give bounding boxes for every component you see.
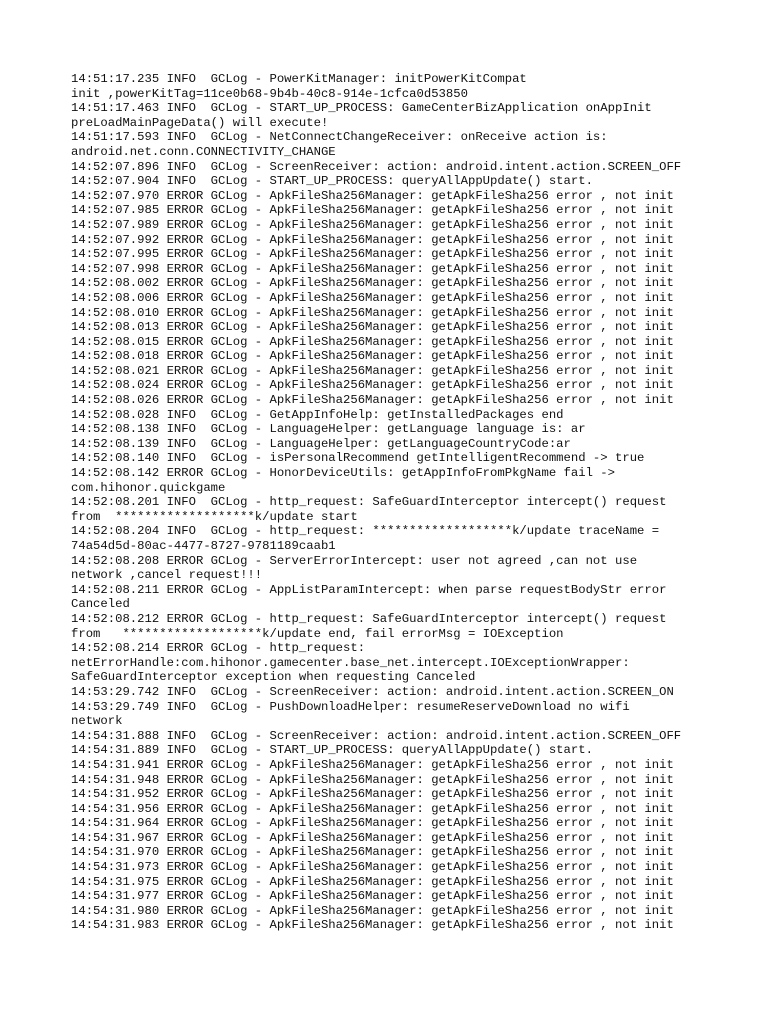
log-line: 14:54:31.983 ERROR GCLog - ApkFileSha256Manager: getApkFileSha256 error , not init [71,918,674,933]
log-line: android.net.conn.CONNECTIVITY_CHANGE [71,144,336,159]
log-line: 14:54:31.889 INFO GCLog - START_UP_PROCESS: queryAllAppUpdate() start. [71,743,593,758]
log-line: 14:54:31.970 ERROR GCLog - ApkFileSha256Manager: getApkFileSha256 error , not init [71,845,674,860]
log-line: 14:52:08.201 INFO GCLog - http_request: SafeGuardInterceptor intercept() request [71,495,667,510]
log-line: 14:52:08.028 INFO GCLog - GetAppInfoHelp: getInstalledPackages end [71,407,564,422]
log-line: 14:54:31.980 ERROR GCLog - ApkFileSha256Manager: getApkFileSha256 error , not init [71,903,674,918]
log-line: 14:52:08.015 ERROR GCLog - ApkFileSha256Manager: getApkFileSha256 error , not init [71,334,674,349]
log-line: 14:52:08.214 ERROR GCLog - http_request: [71,641,366,656]
log-line: 14:52:08.021 ERROR GCLog - ApkFileSha256Manager: getApkFileSha256 error , not init [71,363,674,378]
log-line: netErrorHandle:com.hihonor.gamecenter.base_net.intercept.IOExceptionWrapper: [71,655,630,670]
log-line: 14:52:08.204 INFO GCLog - http_request: *******************k/update traceName = [71,524,660,539]
log-line: from *******************k/update start [71,509,358,524]
log-line: 14:51:17.593 INFO GCLog - NetConnectChangeReceiver: onReceive action is: [71,130,608,145]
log-line: 14:52:08.018 ERROR GCLog - ApkFileSha256Manager: getApkFileSha256 error , not init [71,349,674,364]
log-line: init ,powerKitTag=11ce0b68-9b4b-40c8-914e-1cfca0d53850 [71,86,468,101]
log-line: 14:52:08.026 ERROR GCLog - ApkFileSha256Manager: getApkFileSha256 error , not init [71,393,674,408]
log-line: 14:51:17.463 INFO GCLog - START_UP_PROCESS: GameCenterBizApplication onAppInit [71,101,652,116]
log-line: 14:54:31.956 ERROR GCLog - ApkFileSha256Manager: getApkFileSha256 error , not init [71,801,674,816]
log-line: com.hihonor.quickgame [71,480,226,495]
log-line: 14:52:07.992 ERROR GCLog - ApkFileSha256Manager: getApkFileSha256 error , not init [71,232,674,247]
log-line: SafeGuardInterceptor exception when requesting Canceled [71,670,476,685]
log-line: 14:52:07.995 ERROR GCLog - ApkFileSha256Manager: getApkFileSha256 error , not init [71,247,674,262]
log-line: 14:52:08.010 ERROR GCLog - ApkFileSha256Manager: getApkFileSha256 error , not init [71,305,674,320]
log-line: 14:51:17.235 INFO GCLog - PowerKitManager: initPowerKitCompat [71,72,527,86]
log-document [71,72,761,933]
log-line: 14:54:31.952 ERROR GCLog - ApkFileSha256Manager: getApkFileSha256 error , not init [71,787,674,802]
log-line: from *******************k/update end, fail errorMsg = IOException [71,626,564,641]
log-line: 14:52:08.002 ERROR GCLog - ApkFileSha256Manager: getApkFileSha256 error , not init [71,276,674,291]
log-line: 14:52:07.970 ERROR GCLog - ApkFileSha256Manager: getApkFileSha256 error , not init [71,188,674,203]
log-line: network [71,714,123,729]
log-line: 14:52:08.006 ERROR GCLog - ApkFileSha256Manager: getApkFileSha256 error , not init [71,290,674,305]
log-line: 14:52:08.212 ERROR GCLog - http_request: SafeGuardInterceptor intercept() request [71,611,667,626]
log-line: 14:54:31.948 ERROR GCLog - ApkFileSha256Manager: getApkFileSha256 error , not init [71,772,674,787]
log-line: 14:54:31.975 ERROR GCLog - ApkFileSha256Manager: getApkFileSha256 error , not init [71,874,674,889]
log-line: 74a54d5d-80ac-4477-8727-9781189caab1 [71,539,336,553]
log-line: 14:53:29.742 INFO GCLog - ScreenReceiver: action: android.intent.action.SCREEN_ON [71,684,674,699]
log-line: 14:52:08.013 ERROR GCLog - ApkFileSha256Manager: getApkFileSha256 error , not init [71,320,674,335]
log-line: Canceled [71,597,130,612]
log-line: preLoadMainPageData() will execute! [71,115,329,130]
log-line: 14:52:08.142 ERROR GCLog - HonorDeviceUtils: getAppInfoFromPkgName fail -> [71,466,615,481]
log-line: 14:54:31.964 ERROR GCLog - ApkFileSha256Manager: getApkFileSha256 error , not init [71,816,674,831]
log-line: 14:54:31.973 ERROR GCLog - ApkFileSha256Manager: getApkFileSha256 error , not init [71,860,674,875]
log-line: 14:54:31.888 INFO GCLog - ScreenReceiver: action: android.intent.action.SCREEN_OFF [71,728,682,743]
log-line: 14:52:07.904 INFO GCLog - START_UP_PROCESS: queryAllAppUpdate() start. [71,174,593,189]
log-line: network ,cancel request!!! [71,568,263,583]
log-line: 14:52:08.140 INFO GCLog - isPersonalRecommend getIntelligentRecommend -> true [71,451,645,466]
log-line: 14:54:31.977 ERROR GCLog - ApkFileSha256Manager: getApkFileSha256 error , not init [71,889,674,904]
log-line: 14:52:07.985 ERROR GCLog - ApkFileSha256Manager: getApkFileSha256 error , not init [71,203,674,218]
log-line: 14:52:07.896 INFO GCLog - ScreenReceiver: action: android.intent.action.SCREEN_OFF [71,159,682,174]
log-line: 14:52:08.139 INFO GCLog - LanguageHelper: getLanguageCountryCode:ar [71,436,571,451]
log-line: 14:52:08.211 ERROR GCLog - AppListParamIntercept: when parse requestBodyStr error [71,582,667,597]
log-line: 14:52:08.208 ERROR GCLog - ServerErrorIntercept: user not agreed ,can not use [71,553,638,568]
log-line: 14:54:31.967 ERROR GCLog - ApkFileSha256Manager: getApkFileSha256 error , not init [71,830,674,845]
log-line: 14:53:29.749 INFO GCLog - PushDownloadHelper: resumeReserveDownload no wifi [71,699,630,714]
log-line: 14:52:08.024 ERROR GCLog - ApkFileSha256Manager: getApkFileSha256 error , not init [71,378,674,393]
log-line: 14:52:07.998 ERROR GCLog - ApkFileSha256Manager: getApkFileSha256 error , not init [71,261,674,276]
log-line: 14:52:08.138 INFO GCLog - LanguageHelper: getLanguage language is: ar [71,422,586,437]
log-line: 14:52:07.989 ERROR GCLog - ApkFileSha256Manager: getApkFileSha256 error , not init [71,217,674,232]
log-line: 14:54:31.941 ERROR GCLog - ApkFileSha256Manager: getApkFileSha256 error , not init [71,757,674,772]
